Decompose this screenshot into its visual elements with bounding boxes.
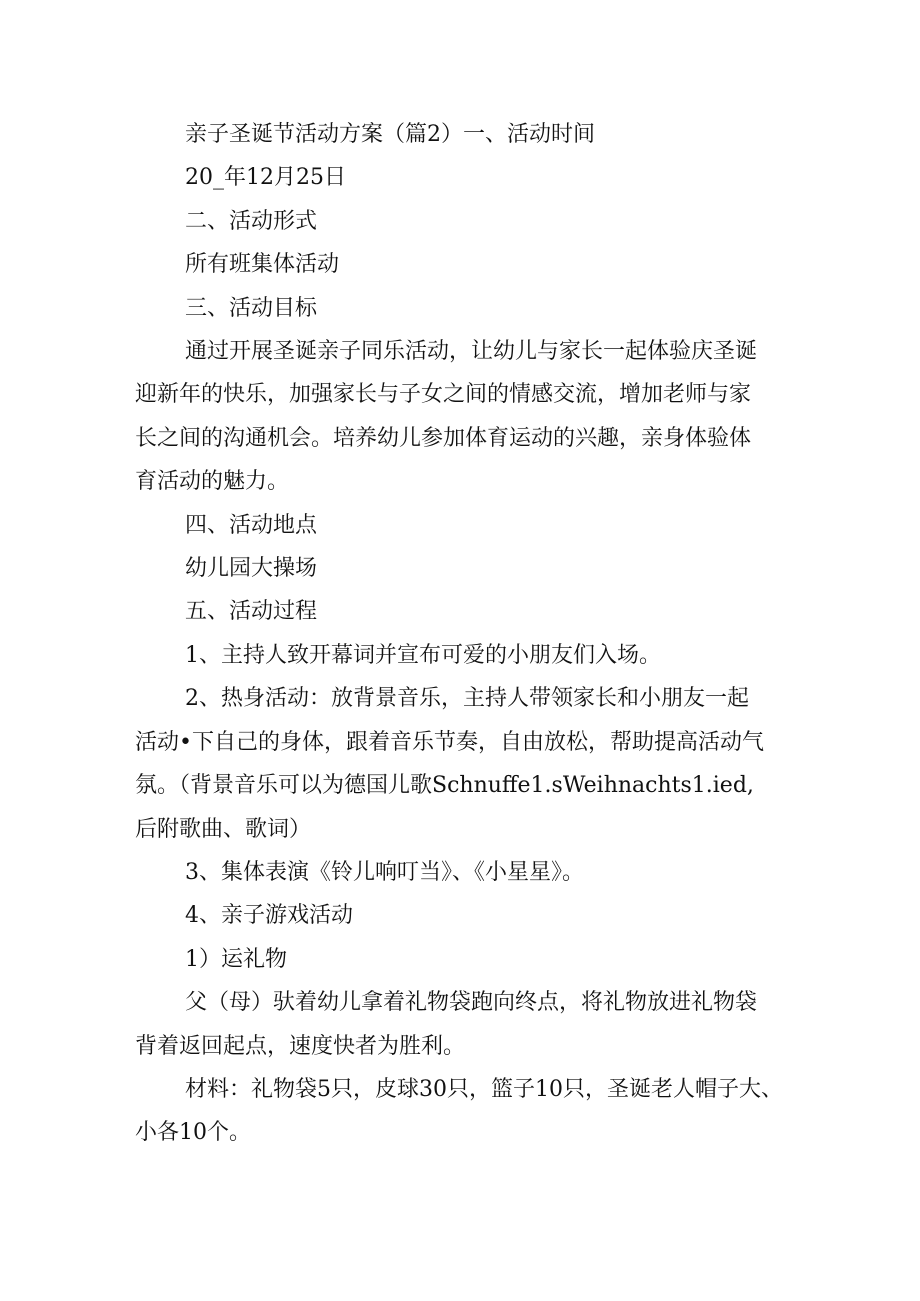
text-line: 所有班集体活动 bbox=[185, 252, 340, 278]
text-line: 长之间的沟通机会。培养幼儿参加体育运动的兴趣，亲身体验体 bbox=[135, 425, 752, 451]
text-line: 氛。（背景音乐可以为德国儿歌Schnuffe1.sWeihnachts1.ied, bbox=[135, 773, 754, 799]
text-line: 父（母）驮着幼儿拿着礼物袋跑向终点，将礼物放进礼物袋 bbox=[185, 990, 758, 1016]
text-line: 后附歌曲、歌词） bbox=[135, 816, 312, 842]
text-line: 五、活动过程 bbox=[185, 599, 318, 625]
text-line: 三、活动目标 bbox=[185, 295, 318, 321]
text-line: 通过开展圣诞亲子同乐活动，让幼儿与家长一起体验庆圣诞 bbox=[185, 339, 758, 365]
document-body bbox=[135, 113, 785, 1155]
text-line: 1、主持人致开幕词并宣布可爱的小朋友们入场。 bbox=[185, 642, 661, 668]
text-line: 材料：礼物袋5只，皮球30只，篮子10只，圣诞老人帽子大、 bbox=[185, 1076, 783, 1102]
text-line: 1）运礼物 bbox=[185, 946, 287, 972]
text-line: 小各10个。 bbox=[135, 1120, 251, 1146]
document-title-line: 亲子圣诞节活动方案（篇2）一、活动时间 bbox=[185, 122, 595, 147]
text-line: 背着返回起点，速度快者为胜利。 bbox=[135, 1033, 466, 1059]
text-line: 幼儿园大操场 bbox=[185, 556, 318, 582]
text-line: 4、亲子游戏活动 bbox=[185, 903, 353, 929]
text-line: 2、热身活动：放背景音乐，主持人带领家长和小朋友一起 bbox=[185, 686, 749, 712]
text-line: 活动•下自己的身体，跟着音乐节奏，自由放松，帮助提高活动气 bbox=[135, 729, 764, 755]
text-line: 四、活动地点 bbox=[185, 512, 318, 538]
text-line: 3、集体表演《铃儿响叮当》、《小星星》。 bbox=[185, 859, 584, 885]
text-line: 育活动的魅力。 bbox=[135, 469, 290, 495]
text-line: 迎新年的快乐，加强家长与子女之间的情感交流，增加老师与家 bbox=[135, 382, 752, 408]
text-line: 20_年12月25日 bbox=[185, 165, 346, 191]
text-line: 二、活动形式 bbox=[185, 208, 318, 234]
